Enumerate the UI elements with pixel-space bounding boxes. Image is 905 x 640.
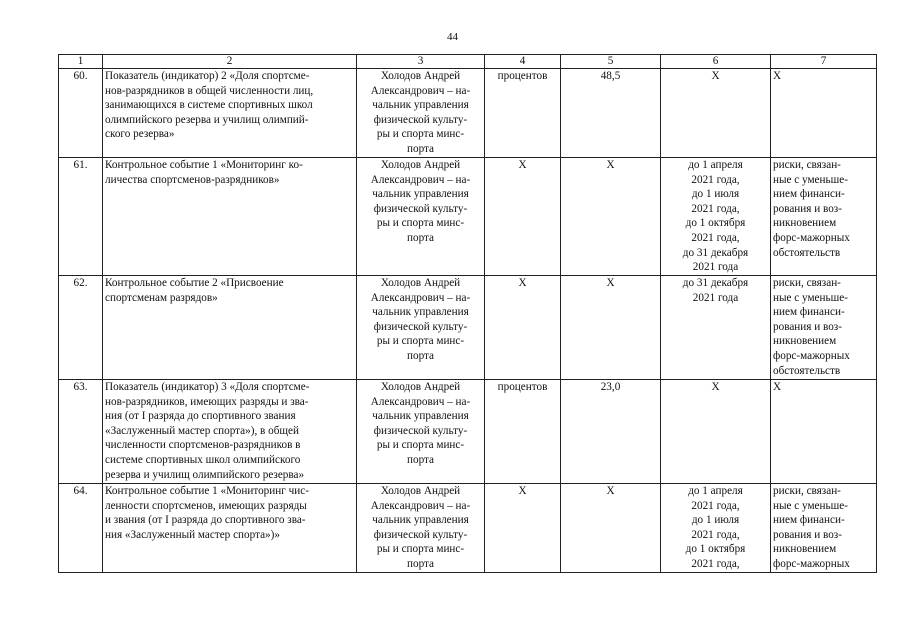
responsible-cell-line: порта <box>406 142 435 155</box>
deadline-cell <box>661 158 771 276</box>
risk-cell-line: форс-мажорных <box>773 231 850 244</box>
indicator-cell-line: «Заслуженный мастер спорта»), в общей <box>105 424 299 437</box>
risk-cell-line: риски, связан- <box>773 485 841 497</box>
responsible-cell-line: физической культу- <box>373 202 468 215</box>
header-col-5: 5 <box>561 55 661 69</box>
indicator-cell-line: системе спортивных школ олимпийского <box>105 453 301 466</box>
row-number: 60. <box>59 69 103 158</box>
unit-cell-line: Х <box>518 159 527 171</box>
indicator-cell-line: нов-разрядников, имеющих разряды и зва- <box>105 395 309 408</box>
header-col-6: 6 <box>661 55 771 69</box>
header-col-1: 1 <box>59 55 103 69</box>
indicator-cell-line: численности спортсменов-разрядников в <box>105 439 301 452</box>
responsible-cell-line: порта <box>406 349 435 362</box>
deadline-cell-line: Х <box>711 70 720 82</box>
responsible-cell-line: ры и спорта минс- <box>376 335 465 348</box>
risk-cell-line: ные с уменьше- <box>773 499 848 512</box>
responsible-cell <box>357 158 485 276</box>
table-row <box>59 158 877 276</box>
responsible-cell-line: Холодов Андрей <box>380 159 461 171</box>
deadline-cell-line: до 1 апреля <box>688 159 743 171</box>
responsible-cell-line: ры и спорта минс- <box>376 128 465 141</box>
indicator-cell-line: занимающихся в системе спортивных школ <box>105 99 313 112</box>
deadline-cell-line: 2021 года, <box>691 231 740 244</box>
responsible-cell-line: чальник управления <box>372 99 469 112</box>
responsible-cell <box>357 69 485 158</box>
risk-cell-line: нием финанси- <box>773 306 845 319</box>
responsible-cell-line: Александрович – на- <box>370 84 471 97</box>
responsible-cell-line: ры и спорта минс- <box>376 543 465 556</box>
indicator-cell-line: Показатель (индикатор) 2 «Доля спортсме- <box>105 70 310 82</box>
deadline-cell-line: до 1 октября <box>685 217 746 230</box>
responsible-cell <box>357 380 485 484</box>
value-cell-line: 48,5 <box>600 70 621 82</box>
risk-cell <box>771 380 877 484</box>
risk-cell-line: никновением <box>773 543 837 556</box>
responsible-cell-line: физической культу- <box>373 424 468 437</box>
value-cell <box>561 276 661 380</box>
deadline-cell <box>661 484 771 573</box>
risk-cell <box>771 69 877 158</box>
table-row <box>59 69 877 158</box>
risk-cell-line: обстоятельств <box>773 246 841 259</box>
deadline-cell-line: до 1 октября <box>685 543 746 556</box>
indicator-cell-line: Показатель (индикатор) 3 «Доля спортсме- <box>105 381 310 393</box>
deadline-cell <box>661 276 771 380</box>
deadline-cell-line: 2021 года, <box>691 202 740 215</box>
deadline-cell <box>661 69 771 158</box>
row-number: 64. <box>59 484 103 573</box>
indicator-cell-line: Контрольное событие 1 «Мониторинг чис- <box>105 485 309 497</box>
risk-cell-line: риски, связан- <box>773 159 841 171</box>
indicators-table <box>58 54 877 573</box>
responsible-cell-line: Александрович – на- <box>370 291 471 304</box>
indicator-cell-line: ния (от I разряда до спортивного звания <box>105 410 296 423</box>
responsible-cell-line: порта <box>406 453 435 466</box>
unit-cell-line: Х <box>518 277 527 289</box>
indicator-cell-line: спортсменам разрядов» <box>105 291 218 304</box>
unit-cell-line: процентов <box>497 70 548 82</box>
risk-cell-line: рования и воз- <box>773 202 842 215</box>
indicator-cell <box>103 276 357 380</box>
responsible-cell-line: физической культу- <box>373 320 468 333</box>
responsible-cell-line: физической культу- <box>373 528 468 541</box>
risk-cell-line: риски, связан- <box>773 277 841 289</box>
table-row <box>59 484 877 573</box>
table-row <box>59 276 877 380</box>
indicator-cell-line: ния «Заслуженный мастер спорта»)» <box>105 528 280 541</box>
header-col-3: 3 <box>357 55 485 69</box>
risk-cell-line: ные с уменьше- <box>773 173 848 186</box>
indicator-cell-line: и звания (от I разряда до спортивного зва- <box>105 514 306 527</box>
indicator-cell-line: нов-разрядников в общей численности лиц, <box>105 84 314 97</box>
indicator-cell-line: Контрольное событие 1 «Мониторинг ко- <box>105 159 303 171</box>
deadline-cell-line: 2021 года <box>692 291 739 304</box>
unit-cell <box>485 380 561 484</box>
responsible-cell-line: чальник управления <box>372 188 469 201</box>
deadline-cell-line: 2021 года <box>692 261 739 274</box>
risk-cell-line: нием финанси- <box>773 188 845 201</box>
risk-cell-line: никновением <box>773 217 837 230</box>
responsible-cell-line: физической культу- <box>373 113 468 126</box>
indicator-cell-line: Контрольное событие 2 «Присвоение <box>105 277 284 289</box>
value-cell-line: 23,0 <box>600 381 621 393</box>
unit-cell-line: процентов <box>497 381 548 393</box>
risk-cell-line: Х <box>773 381 782 393</box>
responsible-cell-line: ры и спорта минс- <box>376 217 465 230</box>
indicator-cell <box>103 69 357 158</box>
risk-cell <box>771 158 877 276</box>
deadline-cell-line: до 1 июля <box>691 514 740 527</box>
responsible-cell-line: Холодов Андрей <box>380 277 461 289</box>
responsible-cell <box>357 484 485 573</box>
deadline-cell-line: до 1 июля <box>691 188 740 201</box>
indicator-cell <box>103 380 357 484</box>
responsible-cell-line: Александрович – на- <box>370 499 471 512</box>
value-cell <box>561 484 661 573</box>
header-col-2: 2 <box>103 55 357 69</box>
page-number: 44 <box>447 31 458 43</box>
responsible-cell-line: Холодов Андрей <box>380 485 461 497</box>
responsible-cell-line: Александрович – на- <box>370 173 471 186</box>
risk-cell-line: нием финанси- <box>773 514 845 527</box>
indicator-cell-line: личества спортсменов-разрядников» <box>105 173 280 186</box>
indicator-cell-line: ленности спортсменов, имеющих разряды <box>105 499 307 512</box>
risk-cell <box>771 276 877 380</box>
unit-cell <box>485 484 561 573</box>
table-header-row <box>59 55 877 69</box>
risk-cell-line: форс-мажорных <box>773 557 850 570</box>
responsible-cell-line: чальник управления <box>372 514 469 527</box>
value-cell <box>561 158 661 276</box>
risk-cell-line: форс-мажорных <box>773 349 850 362</box>
deadline-cell-line: до 1 апреля <box>688 485 743 497</box>
deadline-cell-line: 2021 года, <box>691 528 740 541</box>
responsible-cell-line: чальник управления <box>372 410 469 423</box>
deadline-cell-line: Х <box>711 381 720 393</box>
unit-cell <box>485 158 561 276</box>
responsible-cell-line: порта <box>406 231 435 244</box>
risk-cell-line: Х <box>773 70 782 82</box>
responsible-cell <box>357 276 485 380</box>
responsible-cell-line: чальник управления <box>372 306 469 319</box>
deadline-cell-line: 2021 года, <box>691 173 740 186</box>
header-col-7: 7 <box>771 55 877 69</box>
value-cell <box>561 69 661 158</box>
deadline-cell-line: 2021 года, <box>691 557 740 570</box>
table-row <box>59 380 877 484</box>
unit-cell-line: Х <box>518 485 527 497</box>
responsible-cell-line: ры и спорта минс- <box>376 439 465 452</box>
risk-cell-line: никновением <box>773 335 837 348</box>
indicator-cell-line: олимпийского резерва и училищ олимпий- <box>105 113 309 126</box>
risk-cell <box>771 484 877 573</box>
unit-cell <box>485 69 561 158</box>
indicator-cell-line: резерва и училищ олимпийского резерва» <box>105 468 305 481</box>
risk-cell-line: обстоятельств <box>773 364 841 377</box>
risk-cell-line: рования и воз- <box>773 528 842 541</box>
row-number: 62. <box>59 276 103 380</box>
value-cell-line: Х <box>606 485 615 497</box>
row-number: 61. <box>59 158 103 276</box>
risk-cell-line: ные с уменьше- <box>773 291 848 304</box>
deadline-cell-line: до 31 декабря <box>682 246 749 259</box>
deadline-cell-line: 2021 года, <box>691 499 740 512</box>
value-cell-line: Х <box>606 277 615 289</box>
value-cell-line: Х <box>606 159 615 171</box>
row-number: 63. <box>59 380 103 484</box>
risk-cell-line: рования и воз- <box>773 320 842 333</box>
indicator-cell <box>103 158 357 276</box>
deadline-cell-line: до 31 декабря <box>682 277 749 289</box>
unit-cell <box>485 276 561 380</box>
responsible-cell-line: порта <box>406 557 435 570</box>
responsible-cell-line: Александрович – на- <box>370 395 471 408</box>
responsible-cell-line: Холодов Андрей <box>380 70 461 82</box>
deadline-cell <box>661 380 771 484</box>
indicator-cell <box>103 484 357 573</box>
responsible-cell-line: Холодов Андрей <box>380 381 461 393</box>
indicator-cell-line: ского резерва» <box>105 128 175 141</box>
value-cell <box>561 380 661 484</box>
header-col-4: 4 <box>485 55 561 69</box>
